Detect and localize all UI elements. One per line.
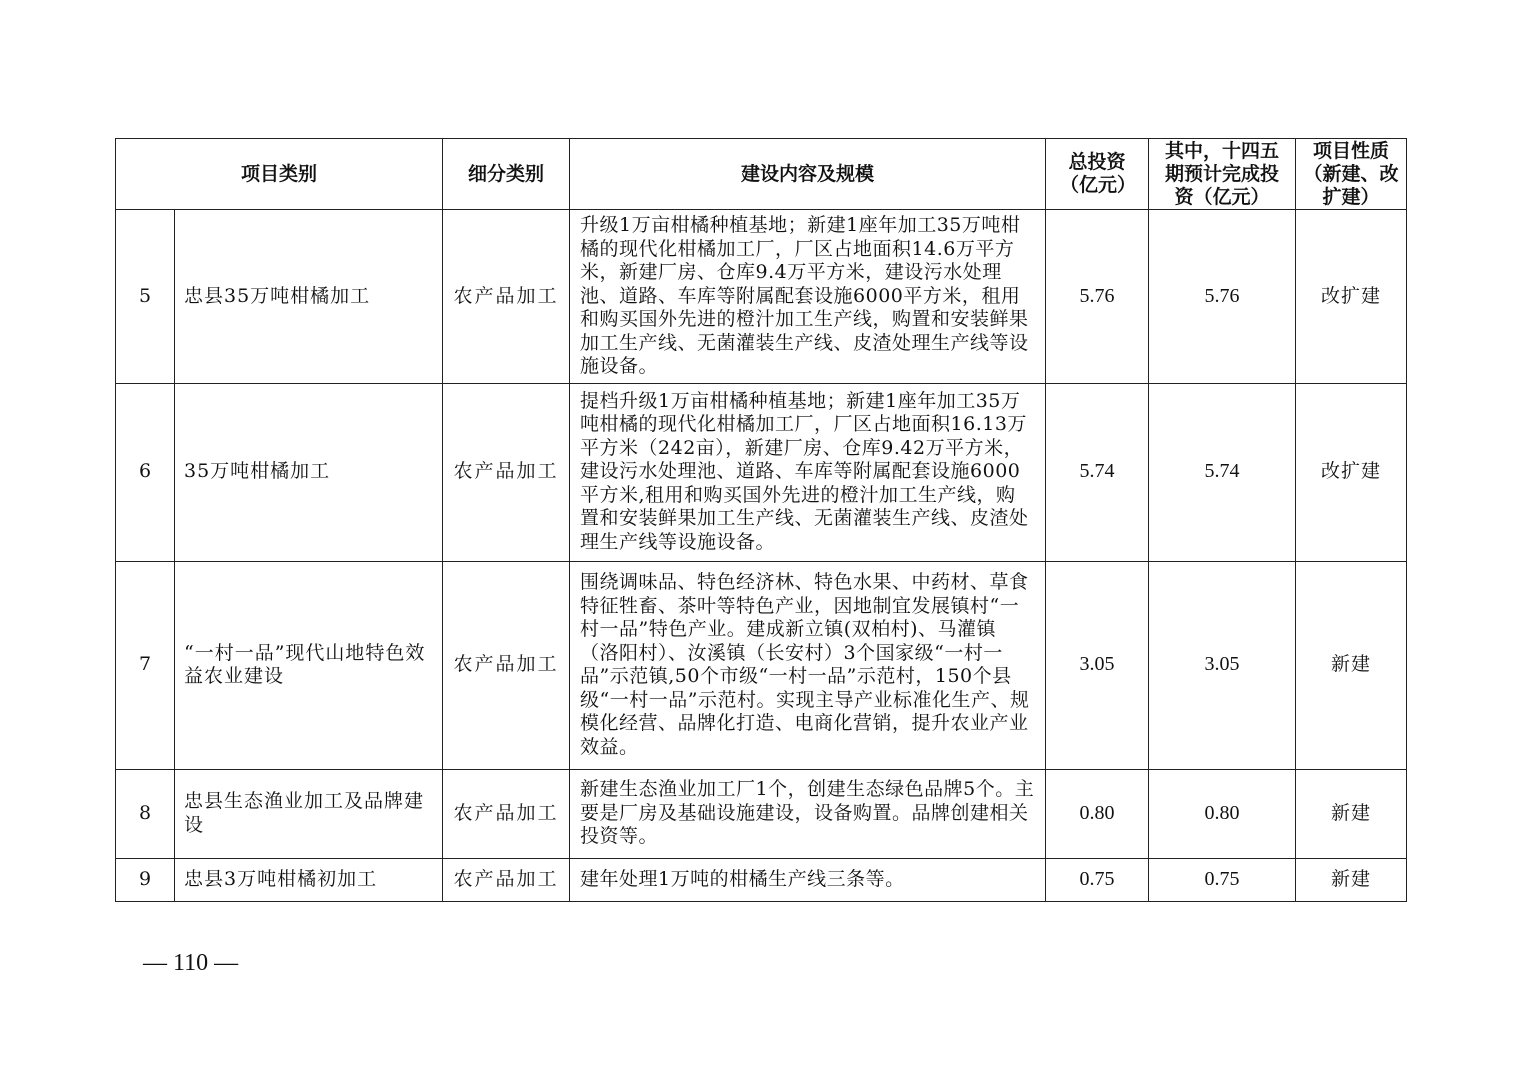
header-category: 项目类别 (116, 139, 443, 210)
project-subcategory: 农产品加工 (443, 858, 570, 901)
project-content: 提档升级1万亩柑橘种植基地；新建1座年加工35万吨柑橘的现代化柑橘加工厂，厂区占地面积16.13万平方米（242亩），新建厂房、仓库9.42万平方米，建设污水处理池、道路、车库等附属配套设施6000平方米,租用和购买国外先进的橙汁加工生产线，购置和安装鲜果加工生产线、无菌灌装生产线、皮渣处理生产线等设施设备。 (570, 383, 1046, 561)
planned-investment: 5.74 (1149, 383, 1296, 561)
project-content: 新建生态渔业加工厂1个，创建生态绿色品牌5个。主要是厂房及基础设施建设，设备购置。品牌创建相关投资等。 (570, 769, 1046, 858)
row-number: 7 (116, 561, 175, 769)
project-name: 35万吨柑橘加工 (175, 383, 443, 561)
project-content: 升级1万亩柑橘种植基地；新建1座年加工35万吨柑橘的现代化柑橘加工厂，厂区占地面积14.6万平方米，新建厂房、仓库9.4万平方米，建设污水处理池、道路、车库等附属配套设施6000平方米，租用和购买国外先进的橙汁加工生产线，购置和安装鲜果加工生产线、无菌灌装生产线、皮渣处理生产线等设施设备。 (570, 210, 1046, 384)
project-nature: 新建 (1296, 769, 1407, 858)
project-subcategory: 农产品加工 (443, 769, 570, 858)
page-number: — 110 — (143, 950, 239, 976)
planned-investment: 5.76 (1149, 210, 1296, 384)
project-name: 忠县生态渔业加工及品牌建设 (175, 769, 443, 858)
project-content: 建年处理1万吨的柑橘生产线三条等。 (570, 858, 1046, 901)
table-row (116, 561, 1407, 769)
header-planned-investment: 其中，十四五期预计完成投资（亿元） (1149, 139, 1296, 210)
table-row (116, 210, 1407, 384)
project-name: 忠县3万吨柑橘初加工 (175, 858, 443, 901)
planned-investment: 3.05 (1149, 561, 1296, 769)
total-investment: 0.75 (1046, 858, 1149, 901)
header-subcategory: 细分类别 (443, 139, 570, 210)
project-subcategory: 农产品加工 (443, 383, 570, 561)
row-number: 6 (116, 383, 175, 561)
header-content: 建设内容及规模 (570, 139, 1046, 210)
table-row (116, 383, 1407, 561)
total-investment: 0.80 (1046, 769, 1149, 858)
total-investment: 3.05 (1046, 561, 1149, 769)
project-name: 忠县35万吨柑橘加工 (175, 210, 443, 384)
project-content: 围绕调味品、特色经济林、特色水果、中药材、草食特征牲畜、茶叶等特色产业，因地制宜发展镇村“一村一品”特色产业。建成新立镇(双柏村)、马灌镇（洛阳村）、汝溪镇（长安村）3个国家级“一村一品”示范镇,50个市级“一村一品”示范村，150个县级“一村一品”示范村。实现主导产业标准化生产、规模化经营、品牌化打造、电商化营销，提升农业产业效益。 (570, 561, 1046, 769)
project-name: “一村一品”现代山地特色效益农业建设 (175, 561, 443, 769)
table-row (116, 858, 1407, 901)
project-nature: 新建 (1296, 561, 1407, 769)
row-number: 5 (116, 210, 175, 384)
row-number: 8 (116, 769, 175, 858)
header-total-investment: 总投资（亿元） (1046, 139, 1149, 210)
row-number: 9 (116, 858, 175, 901)
planned-investment: 0.80 (1149, 769, 1296, 858)
total-investment: 5.76 (1046, 210, 1149, 384)
planned-investment: 0.75 (1149, 858, 1296, 901)
table-row (116, 769, 1407, 858)
project-subcategory: 农产品加工 (443, 561, 570, 769)
header-nature: 项目性质（新建、改扩建） (1296, 139, 1407, 210)
total-investment: 5.74 (1046, 383, 1149, 561)
project-nature: 改扩建 (1296, 383, 1407, 561)
project-nature: 新建 (1296, 858, 1407, 901)
project-subcategory: 农产品加工 (443, 210, 570, 384)
table-header-row (116, 139, 1407, 210)
project-table (115, 138, 1407, 902)
project-nature: 改扩建 (1296, 210, 1407, 384)
